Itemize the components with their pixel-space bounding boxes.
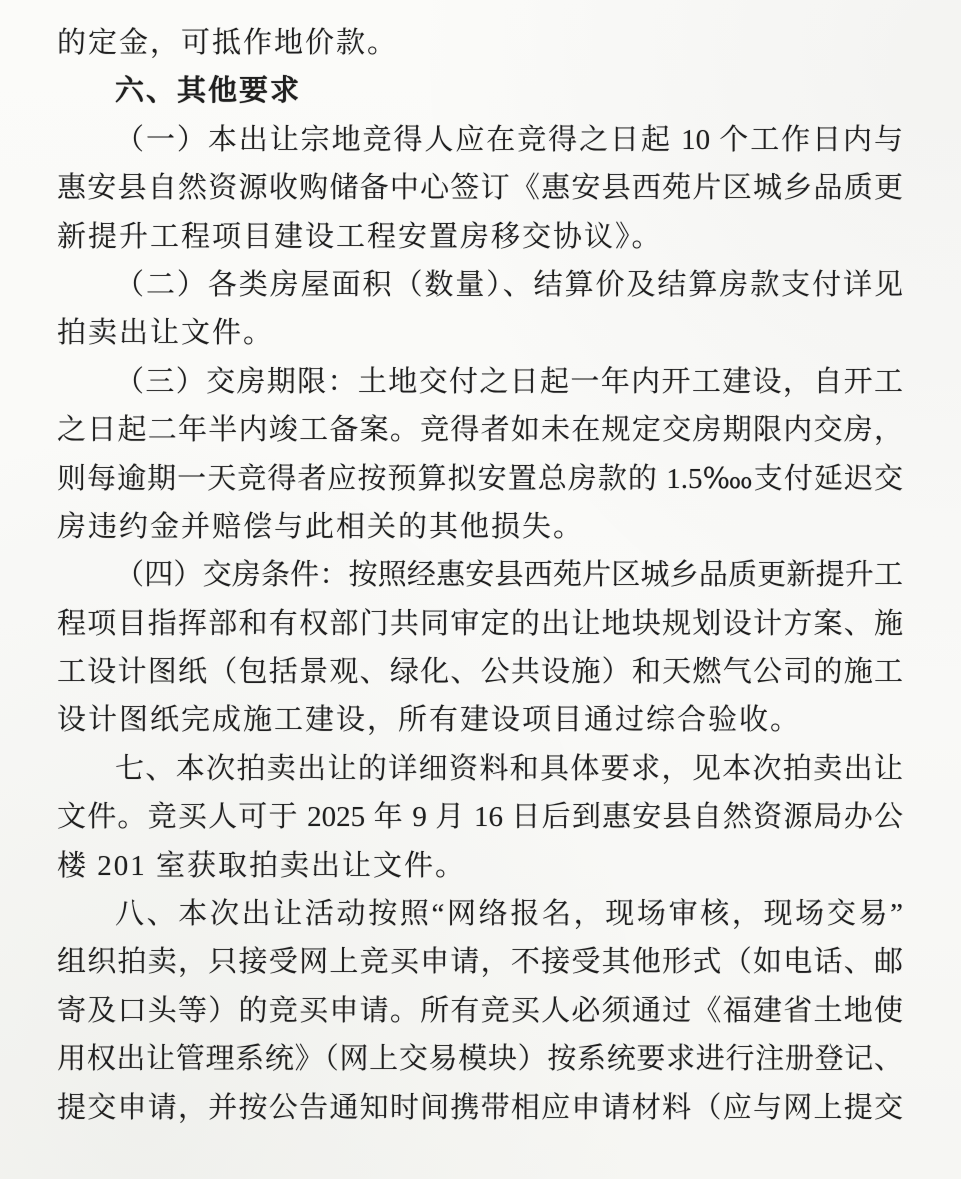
text-line: 用权出让管理系统》（网上交易模块）按系统要求进行注册登记、 <box>57 1043 903 1076</box>
text-line: 文件。竞买人可于 2025 年 9 月 16 日后到惠安县自然资源局办公 <box>57 801 903 834</box>
text-line: （一）本出让宗地竞得人应在竞得之日起 10 个工作日内与 <box>115 123 903 156</box>
text-line: 组织拍卖，只接受网上竞买申请，不接受其他形式（如电话、邮 <box>57 946 903 979</box>
text-line: 设计图纸完成施工建设，所有建设项目通过综合验收。 <box>57 704 802 737</box>
text-line: 八、本次出让活动按照“网络报名，现场审核，现场交易” <box>115 898 903 931</box>
text-line: 楼 201 室获取拍卖出让文件。 <box>57 849 467 882</box>
text-line: 之日起二年半内竣工备案。竞得者如未在规定交房期限内交房， <box>57 414 903 447</box>
text-line: 房违约金并赔偿与此相关的其他损失。 <box>57 510 585 543</box>
text-line: 程项目指挥部和有权部门共同审定的出让地块规划设计方案、施 <box>57 607 903 640</box>
text-line: 工设计图纸（包括景观、绿化、公共设施）和天燃气公司的施工 <box>57 656 903 689</box>
text-line: 则每逾期一天竞得者应按预算拟安置总房款的 1.5‱支付延迟交 <box>57 462 903 495</box>
text-line: 提交申请，并按公告通知时间携带相应申请材料（应与网上提交 <box>57 1091 903 1124</box>
text-line: 的定金，可抵作地价款。 <box>57 27 399 59</box>
text-line: （二）各类房屋面积（数量）、结算价及结算房款支付详见 <box>115 268 903 301</box>
text-line: 寄及口头等）的竞买申请。所有竞买人必须通过《福建省土地使 <box>57 994 903 1027</box>
text-line: 七、本次拍卖出让的详细资料和具体要求，见本次拍卖出让 <box>115 752 903 785</box>
text-line: 惠安县自然资源收购储备中心签订《惠安县西苑片区城乡品质更 <box>57 172 903 205</box>
text-line: 六、其他要求 <box>115 75 302 108</box>
text-line: （四）交房条件：按照经惠安县西苑片区城乡品质更新提升工 <box>115 559 903 592</box>
document-body <box>57 19 903 1132</box>
text-line: （三）交房期限：土地交付之日起一年内开工建设，自开工 <box>115 365 903 398</box>
text-line: 新提升工程项目建设工程安置房移交协议》。 <box>57 220 663 253</box>
text-line: 拍卖出让文件。 <box>57 317 275 350</box>
